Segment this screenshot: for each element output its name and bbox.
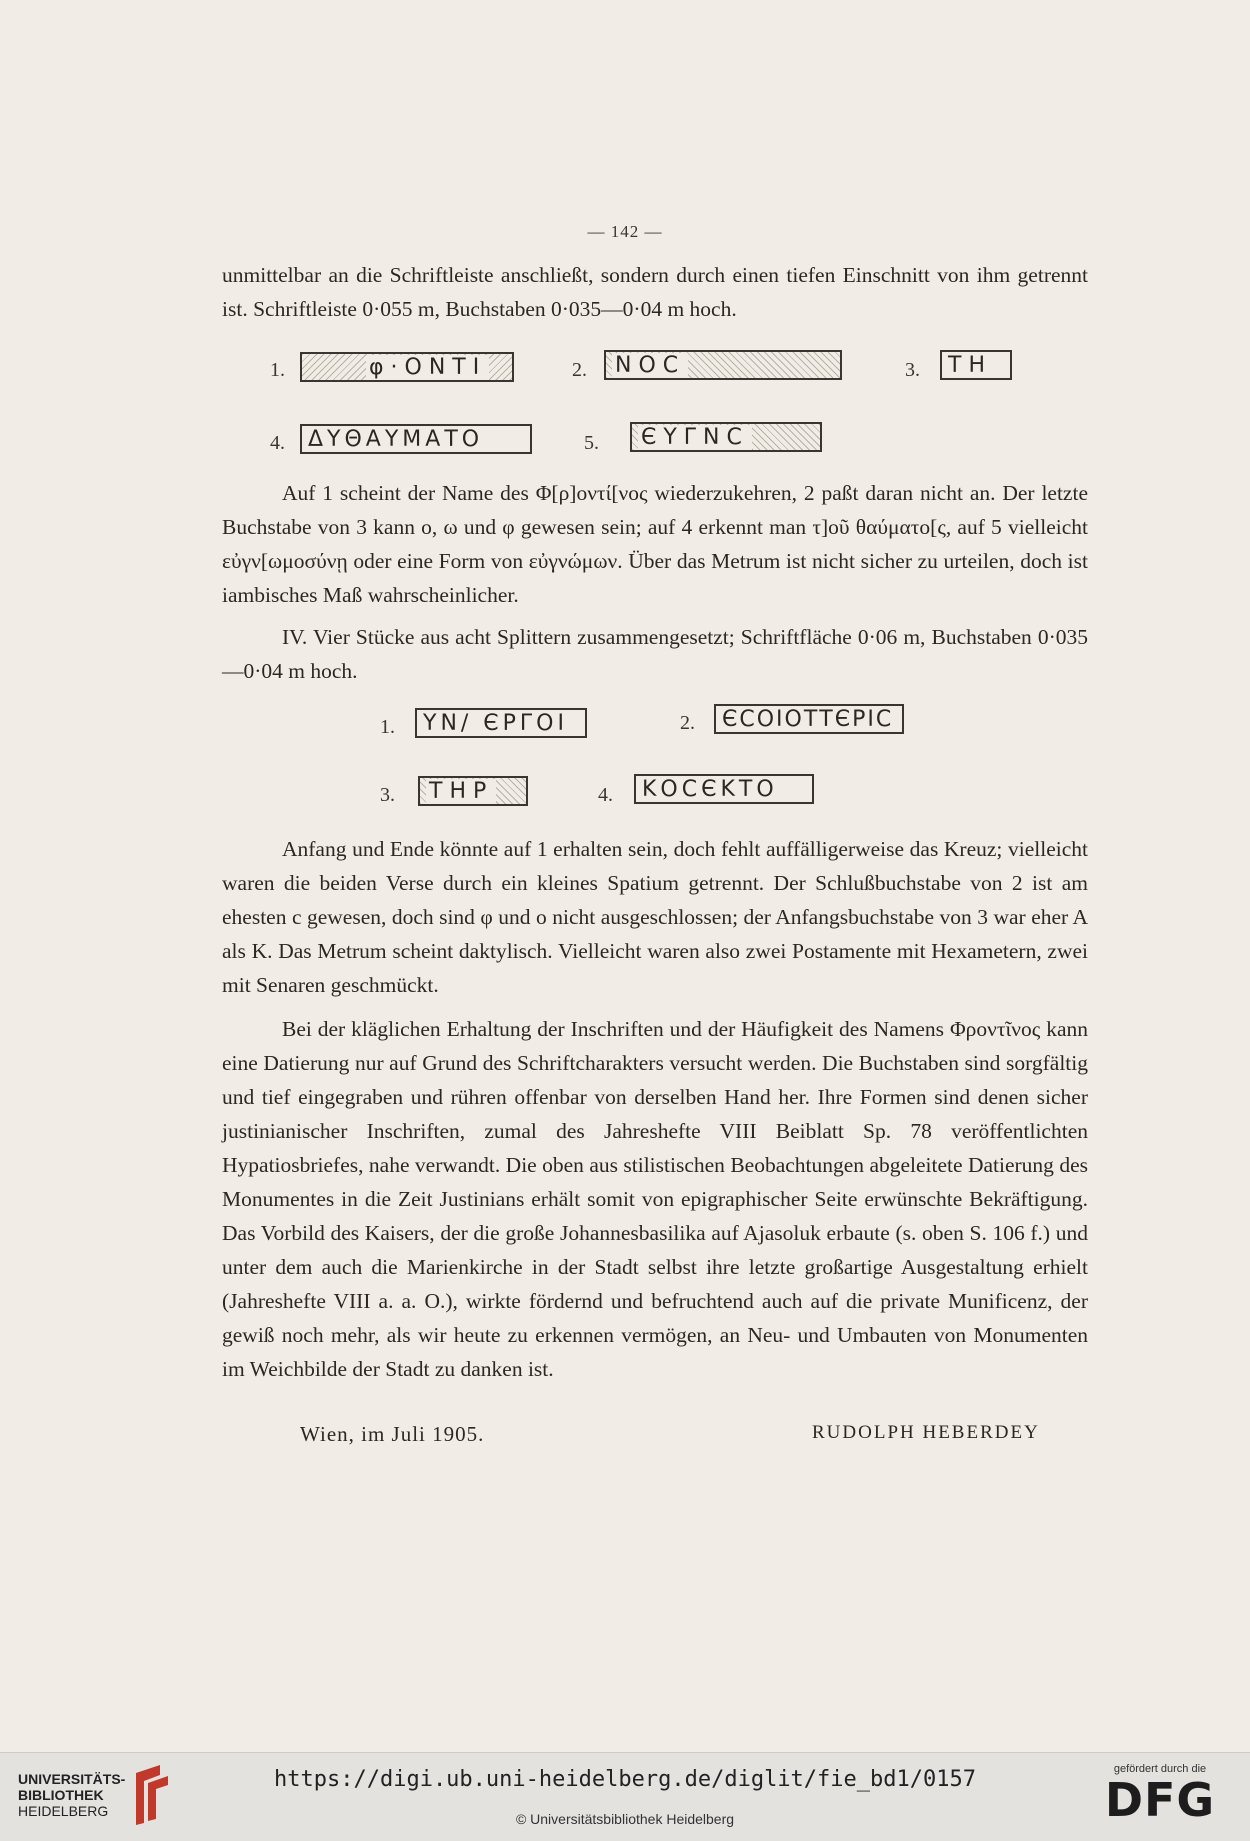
inscription-fragment-iv-2 xyxy=(714,704,904,734)
section1-text: Auf 1 scheint der Name des Φ[ρ]οντί[νος wiederzukehren, 2 paßt daran nicht an. Der letzte Buchstabe von 3 kann ο, ω und φ gewesen sein; auf 4 erkennt man τ]οῦ θαύματο[ς, auf 5 vielleicht εὐγν[ωμοσύνῃ oder eine Form von εὐγνώμων. Über das Metrum ist nicht sicher zu urteilen, doch ist iambisches Maß wahrscheinlicher. xyxy=(222,481,1088,607)
fragment-number: 3. xyxy=(380,784,395,806)
dfg-logo: DFG xyxy=(1104,1773,1216,1827)
section2-heading-text: IV. Vier Stücke aus acht Splittern zusammengesetzt; Schriftfläche 0·06 m, Buchstaben 0·035—0·04 m hoch. xyxy=(222,625,1088,683)
closing-paragraph xyxy=(222,1012,1088,1386)
closing-text: Bei der kläglichen Erhaltung der Inschriften und der Häufigkeit des Namens Φροντῖνος kann eine Datierung nur auf Grund des Schriftcharakters versucht werden. Die Buchstaben sind sorgfältig und tief eingegraben und rühren offenbar von derselben Hand her. Ihre Formen sind denen sicher justinianischer Inschriften, zumal des Jahreshefte VIII Beiblatt Sp. 78 veröffentlichten Hypatiosbriefes, nahe verwandt. Die oben aus stilistischen Beobachtungen abgeleitete Datierung des Monumentes in die Zeit Justinians erhält somit von epigraphischer Seite erwünschte Bekräftigung. Das Vorbild des Kaisers, der die große Johannesbasilika auf Ajasoluk erbaute (s. oben S. 106 f.) und unter dem auch die Marienkirche in der Stadt selbst ihre letzte großartige Ausgestaltung erhielt (Jahreshefte VIII a. a. O.), wirkte fördernd und befruchtend auch auf die private Munificenz, der gewiß noch mehr, als wir heute zu erkennen vermögen, an Neu- und Umbauten von Monumenten im Weichbilde der Stadt zu danken ist. xyxy=(222,1017,1088,1381)
library-name-line: HEIDELBERG xyxy=(18,1803,109,1819)
inscription-fragment-1 xyxy=(300,352,514,382)
library-name-line: BIBLIOTHEK xyxy=(18,1787,104,1803)
page-number: — 142 — xyxy=(587,222,663,241)
inscription-fragment-iv-4 xyxy=(634,774,814,804)
inscription-fragment-5 xyxy=(630,422,822,452)
footer-bar xyxy=(0,1752,1250,1841)
fragment-text: ΥΝ/ ЄΡΓΟΙ xyxy=(423,711,568,736)
intro-paragraph xyxy=(222,258,1088,326)
funding-note: gefördert durch die xyxy=(1113,1763,1207,1775)
fragment-number: 4. xyxy=(270,432,285,454)
fragment-number: 1. xyxy=(380,716,395,738)
inscription-fragment-iv-1 xyxy=(415,708,587,738)
fragment-text: ΔΥΘΑΥΜΑΤΟ xyxy=(308,427,484,452)
intro-text: unmittelbar an die Schriftleiste anschließt, sondern durch einen tiefen Einschnitt von ihm getrennt ist. Schriftleiste 0·055 m, Buchstaben 0·035—0·04 m hoch. xyxy=(222,263,1088,321)
fragment-text: ЄϹΟΙΟΤΤЄΡΙϹ xyxy=(722,707,894,732)
section2-heading xyxy=(222,620,1088,688)
fragment-text: ЄΥΓΝϹ xyxy=(638,425,752,450)
fragment-text: ΚΟϹЄΚΤΟ xyxy=(642,777,778,802)
fragment-text: φ·ΟΝΤΙ xyxy=(366,355,489,380)
author-name: RUDOLPH HEBERDEY xyxy=(812,1422,1040,1443)
section2-paragraph xyxy=(222,832,1088,1002)
place-date: Wien, im Juli 1905. xyxy=(300,1422,485,1446)
section1-paragraph xyxy=(222,476,1088,612)
fragment-number: 2. xyxy=(572,359,587,381)
library-name-line: UNIVERSITÄTS- xyxy=(18,1771,126,1787)
dfg-badge[interactable] xyxy=(1100,1763,1220,1825)
section2-text: Anfang und Ende könnte auf 1 erhalten sein, doch fehlt auffälligerweise das Kreuz; vielleicht waren die beiden Verse durch ein kleines Spatium getrennt. Der Schlußbuchstabe von 2 ist am ehesten c gewesen, doch sind φ und o nicht ausgeschlossen; der Anfangsbuchstabe von 3 war eher A als K. Das Metrum scheint daktylisch. Vielleicht waren also zwei Postamente mit Hexametern, zwei mit Senaren geschmückt. xyxy=(222,837,1088,997)
fragment-number: 5. xyxy=(584,432,599,454)
fragment-text: ΤΗΡ xyxy=(426,779,496,804)
inscription-fragment-3 xyxy=(940,350,1012,380)
fragment-number: 3. xyxy=(905,359,920,381)
fragment-text: ΤΗ xyxy=(948,353,992,378)
document-url-link[interactable]: https://digi.ub.uni-heidelberg.de/diglit/fie_bd1/0157 xyxy=(274,1767,976,1792)
inscription-fragment-4 xyxy=(300,424,532,454)
fragment-number: 1. xyxy=(270,359,285,381)
inscription-fragment-iv-3 xyxy=(418,776,528,806)
fragment-number: 4. xyxy=(598,784,613,806)
inscription-fragment-2 xyxy=(604,350,842,380)
fragment-number: 2. xyxy=(680,712,695,734)
copyright-notice: © Universitätsbibliothek Heidelberg xyxy=(515,1811,735,1827)
fragment-text: ΝΟϹ xyxy=(612,353,688,378)
